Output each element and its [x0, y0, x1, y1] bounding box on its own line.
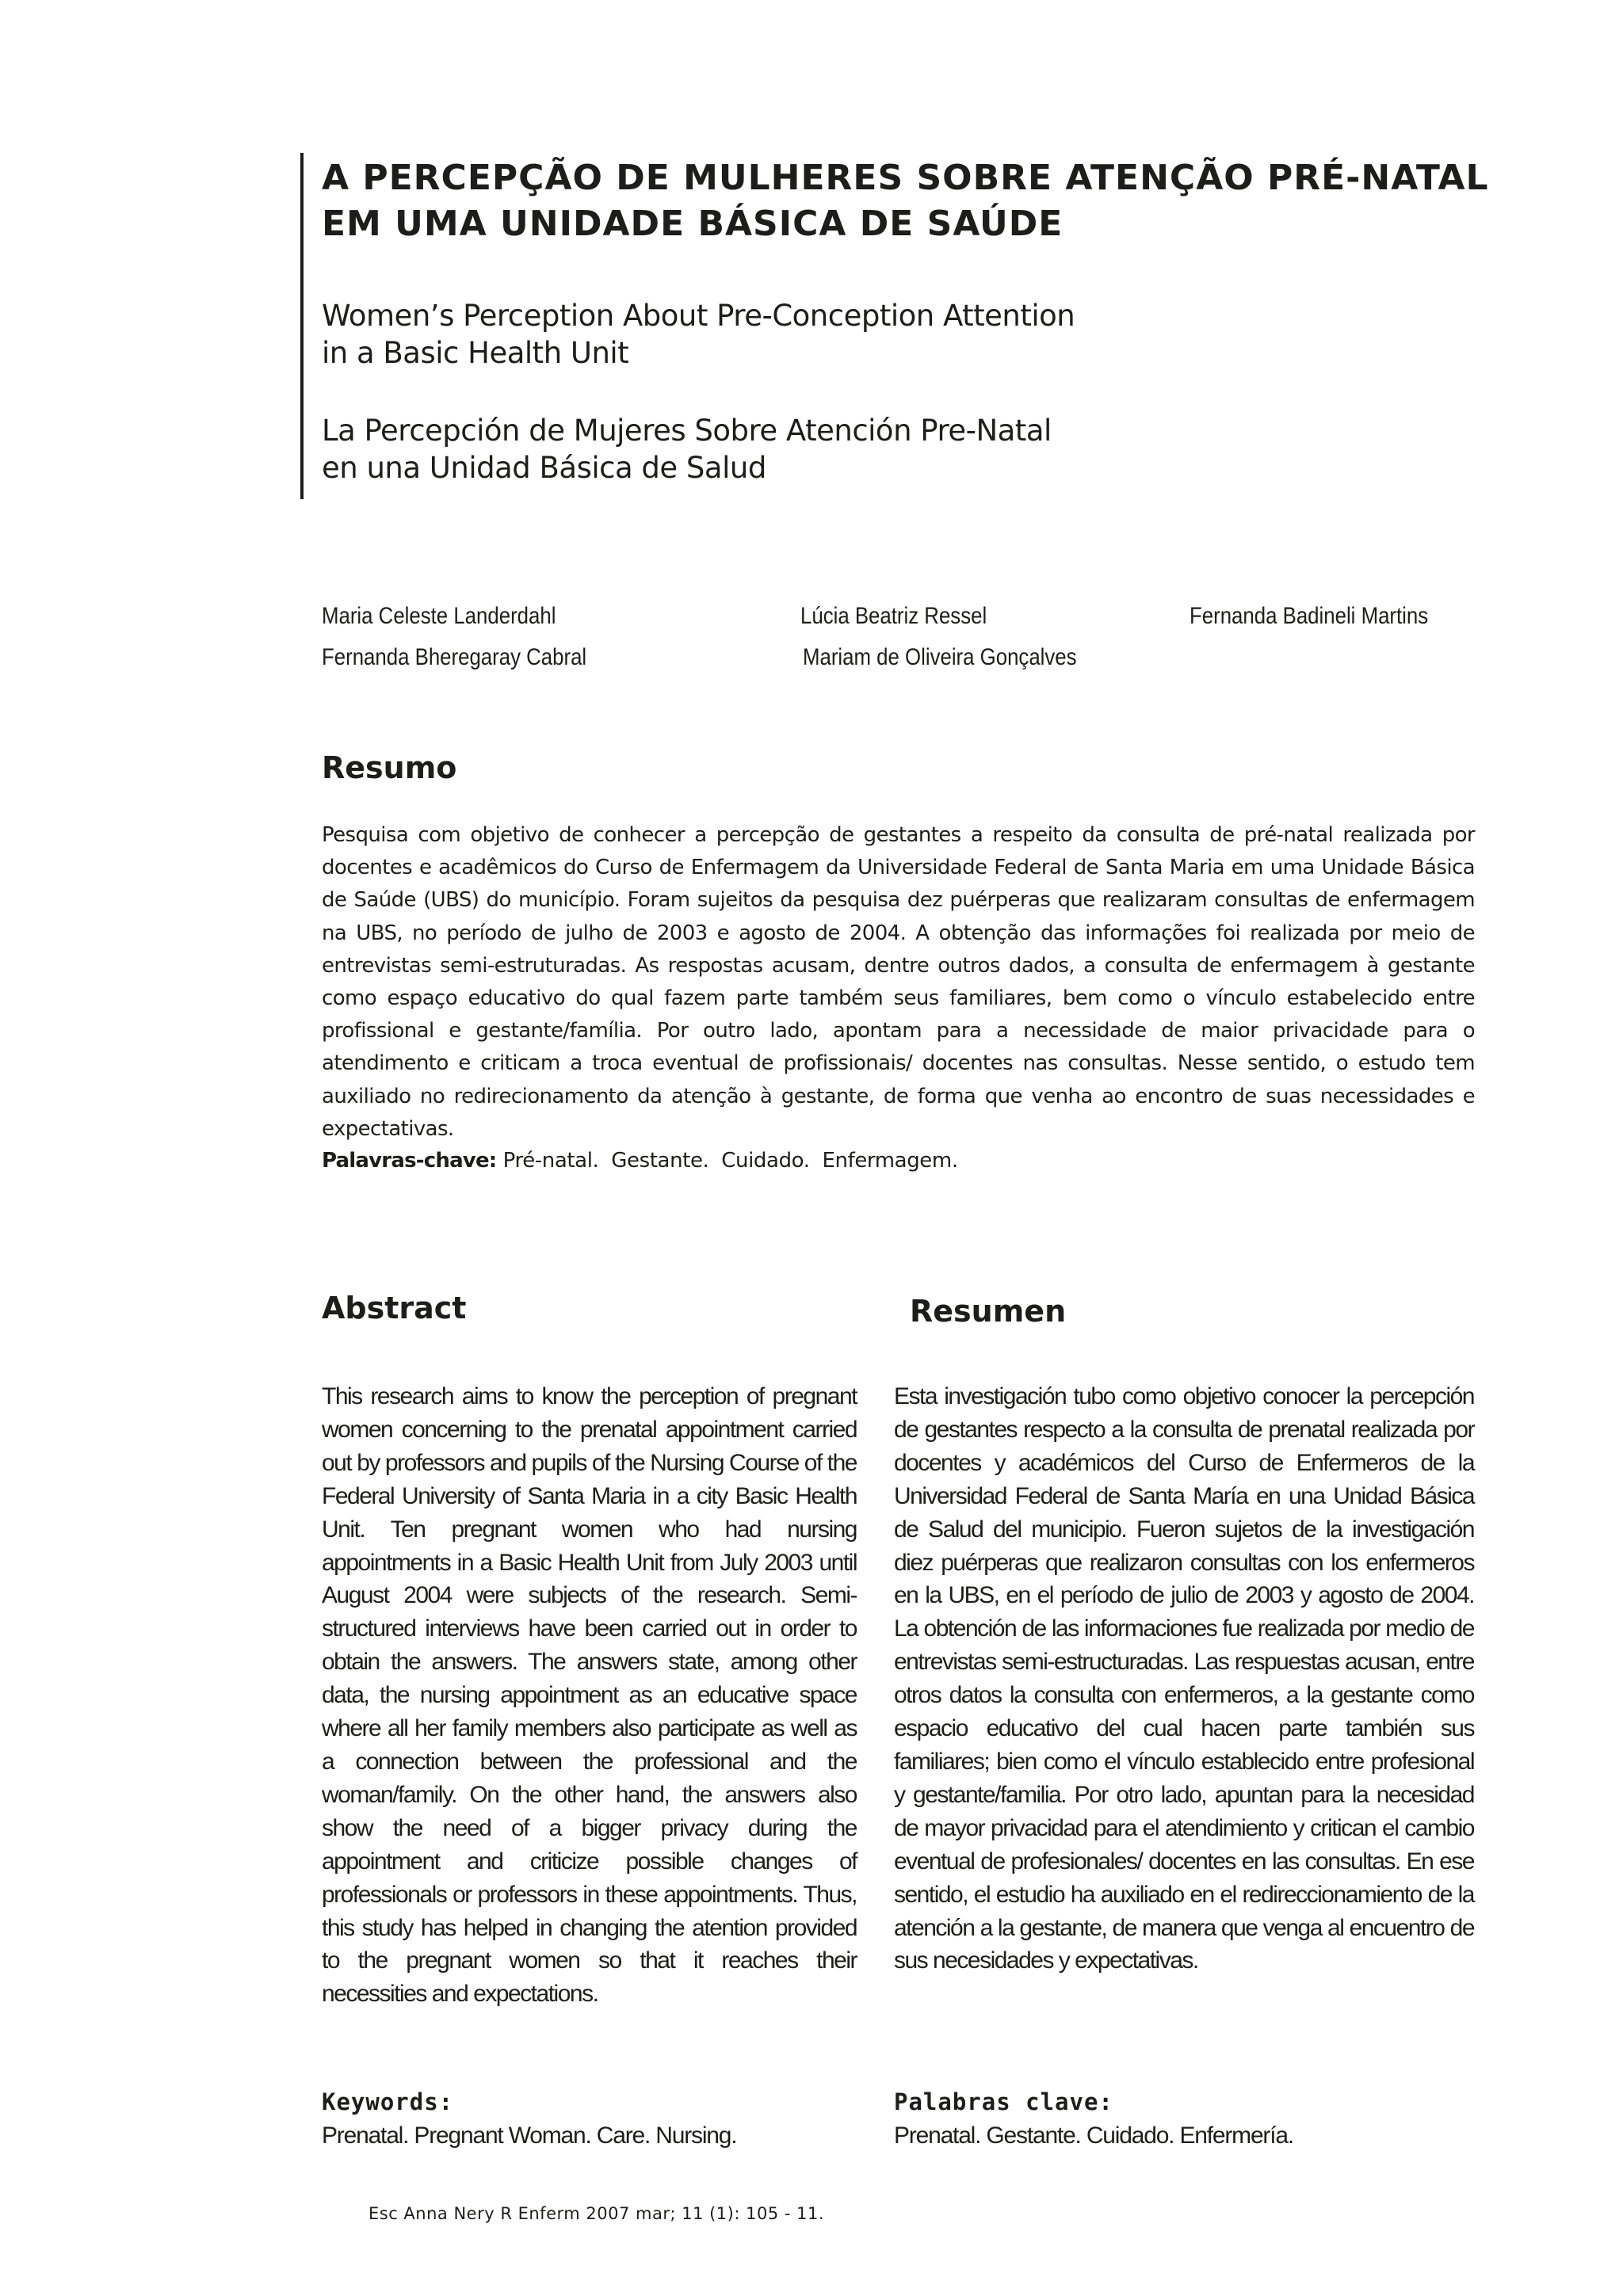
resumen-heading: Resumen [910, 1294, 1067, 1329]
journal-citation-footer: Esc Anna Nery R Enferm 2007 mar; 11 (1): 105 - 11. [369, 2204, 825, 2223]
author-1: Maria Celeste Landerdahl [322, 603, 556, 629]
resumo-keywords-items: Pré-natal. Gestante. Cuidado. Enfermagem. [502, 1149, 958, 1173]
article-title [322, 155, 1510, 247]
author-3: Fernanda Badineli Martins [1190, 603, 1429, 629]
author-4: Fernanda Bheregaray Cabral [322, 644, 587, 670]
title-spanish-line-1: La Percepción de Mujeres Sobre Atención Pre-Natal [322, 414, 1052, 448]
abstract-heading: Abstract [322, 1291, 467, 1325]
abstract-text: This research aims to know the perception of pregnant women concerning to the prenatal appointment carried out by professors and pupils of the Nursing Course of the Federal University of Santa Maria in a city Basic Health Unit. Ten pregnant women who had nursing appointments in a Basic Health Unit from July 2003 until August 2004 were subjects of the research. Semi-structured interviews have been carried out in order to obtain the answers. The answers state, among other data, the nursing appointment as an educative space where all her family members also participate as well as a connection between the professional and the woman/family. On the other hand, the answers also show the need of a bigger privacy during the appointment and criticize possible changes of professionals or professors in these appointments. Thus, this study has helped in changing the atention provided to the pregnant women so that it reaches their necessities and expectations. [322, 1383, 857, 2008]
resumen-keywords-label: Palabras clave: [894, 2088, 1113, 2115]
title-line-2: EM UMA UNIDADE BÁSICA DE SAÚDE [322, 204, 1064, 244]
resumen-keywords-items: Prenatal. Gestante. Cuidado. Enfermería. [894, 2122, 1293, 2149]
abstract-keywords-items: Prenatal. Pregnant Woman. Care. Nursing. [322, 2122, 737, 2149]
author-5: Mariam de Oliveira Gonçalves [803, 644, 1077, 670]
title-accent-bar [300, 153, 304, 499]
resumo-heading: Resumo [322, 750, 457, 785]
author-2: Lúcia Beatriz Ressel [800, 603, 987, 629]
title-english [322, 297, 1431, 372]
title-spanish [322, 412, 1431, 486]
title-english-line-1: Women’s Perception About Pre-Conception Attention [322, 299, 1075, 333]
title-spanish-line-2: en una Unidad Básica de Salud [322, 451, 766, 485]
resumo-keywords-label: Palavras-chave: [322, 1149, 497, 1173]
resumen-text: Esta investigación tubo como objetivo conocer la percepción de gestantes respecto a la consulta de prenatal realizada por docentes y académicos del Curso de Enfermeros de la Universidad Federal de Santa María en una Unidad Básica de Salud del municipio. Fueron sujetos de la investigación diez puérperas que realizaron consultas con los enfermeros en la UBS, en el período de julio de 2003 y agosto de 2004. La obtención de las informaciones fue realizada por medio de entrevistas semi-estructuradas. Las respuestas acusan, entre otros datos la consulta con enfermeros, a la gestante como espacio educativo del cual hacen parte también sus familiares; bien como el vínculo establecido entre profesional y gestante/familia. Por otro lado, apuntan para la necesidad de mayor privacidad para el atendimiento y critican el cambio eventual de profesionales/ docentes en las consultas. En ese sentido, el estudio ha auxiliado en el redireccionamiento de la atención a la gestante, de manera que venga al encuentro de sus necesidades y expectativas. [894, 1383, 1474, 1974]
abstract-keywords-label: Keywords: [322, 2088, 454, 2115]
title-line-1: A PERCEPÇÃO DE MULHERES SOBRE ATENÇÃO PRÉ-NATAL [322, 158, 1489, 198]
resumo-text: Pesquisa com objetivo de conhecer a percepção de gestantes a respeito da consulta de pré-natal realizada por docentes e acadêmicos do Curso de Enfermagem da Universidade Federal de Santa Maria em uma Unidade Básica de Saúde (UBS) do município. Foram sujeitos da pesquisa dez puérperas que realizaram consultas de enfermagem na UBS, no período de julho de 2003 e agosto de 2004. A obtenção das informações foi realizada por meio de entrevistas semi-estruturadas. As respostas acusam, dentre outros dados, a consulta de enfermagem à gestante como espaço educativo do qual fazem parte também seus familiares, bem como o vínculo estabelecido entre profissional e gestante/família. Por outro lado, apontam para a necessidade de maior privacidade para o atendimento e criticam a troca eventual de profissionais/ docentes nas consultas. Nesse sentido, o estudo tem auxiliado no redirecionamento da atenção à gestante, de forma que venha ao encontro de suas necessidades e expectativas. [322, 823, 1475, 1141]
title-english-line-2: in a Basic Health Unit [322, 336, 629, 370]
resumo-keywords [322, 1147, 958, 1174]
